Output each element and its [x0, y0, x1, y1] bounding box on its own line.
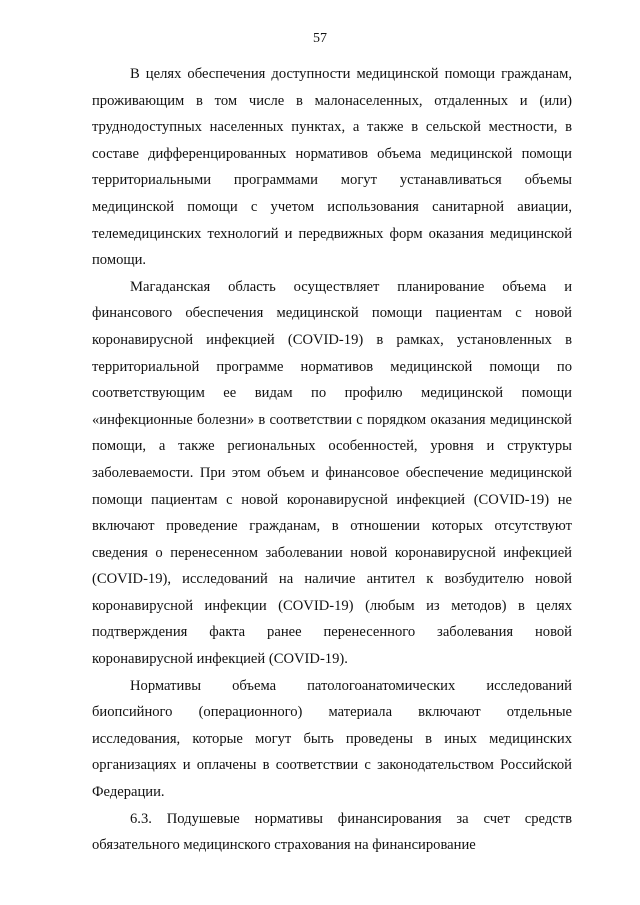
paragraph-2: Магаданская область осуществляет планирование объема и финансового обеспечения медицинской помощи пациентам с новой коронавирусной инфекцией (COVID-19) в рамках, установленных в территориальной программе нормативов медицинской помощи по соответствующим ее видам по профилю медицинской помощи «инфекционные болезни» в соответствии с порядком оказания медицинской помощи, а также региональных особенностей, уровня и структуры заболеваемости. При этом объем и финансовое обеспечение медицинской помощи пациентам с новой коронавирусной инфекцией (COVID-19) не включают проведение гражданам, в отношении которых отсутствуют сведения о перенесенном заболевании новой коронавирусной инфекцией (COVID-19), исследований на наличие антител к возбудителю новой коронавирусной инфекции (COVID-19) (любым из методов) в целях подтверждения факта ранее перенесенного заболевания новой коронавирусной инфекцией (COVID-19). [92, 278, 572, 668]
paragraph-4: 6.3. Подушевые нормативы финансирования за счет средств обязательного медицинского страхования на финансирование [92, 810, 572, 854]
paragraph-1: В целях обеспечения доступности медицинской помощи гражданам, проживающим в том числе в малонаселенных, отдаленных и (или) труднодоступных населенных пунктах, а также в сельской местности, в составе дифференцированных нормативов объема медицинской помощи территориальными программами могут устанавливаться объемы медицинской помощи с учетом использования санитарной авиации, телемедицинских технологий и передвижных форм оказания медицинской помощи. [92, 66, 572, 269]
document-body [92, 61, 572, 859]
page-number: 57 [313, 31, 327, 46]
paragraph-3: Нормативы объема патологоанатомических исследований биопсийного (операционного) материала включают отдельные исследования, которые могут быть проведены в иных медицинских организациях и оплачены в соответствии с законодательством Российской Федерации. [92, 677, 572, 801]
